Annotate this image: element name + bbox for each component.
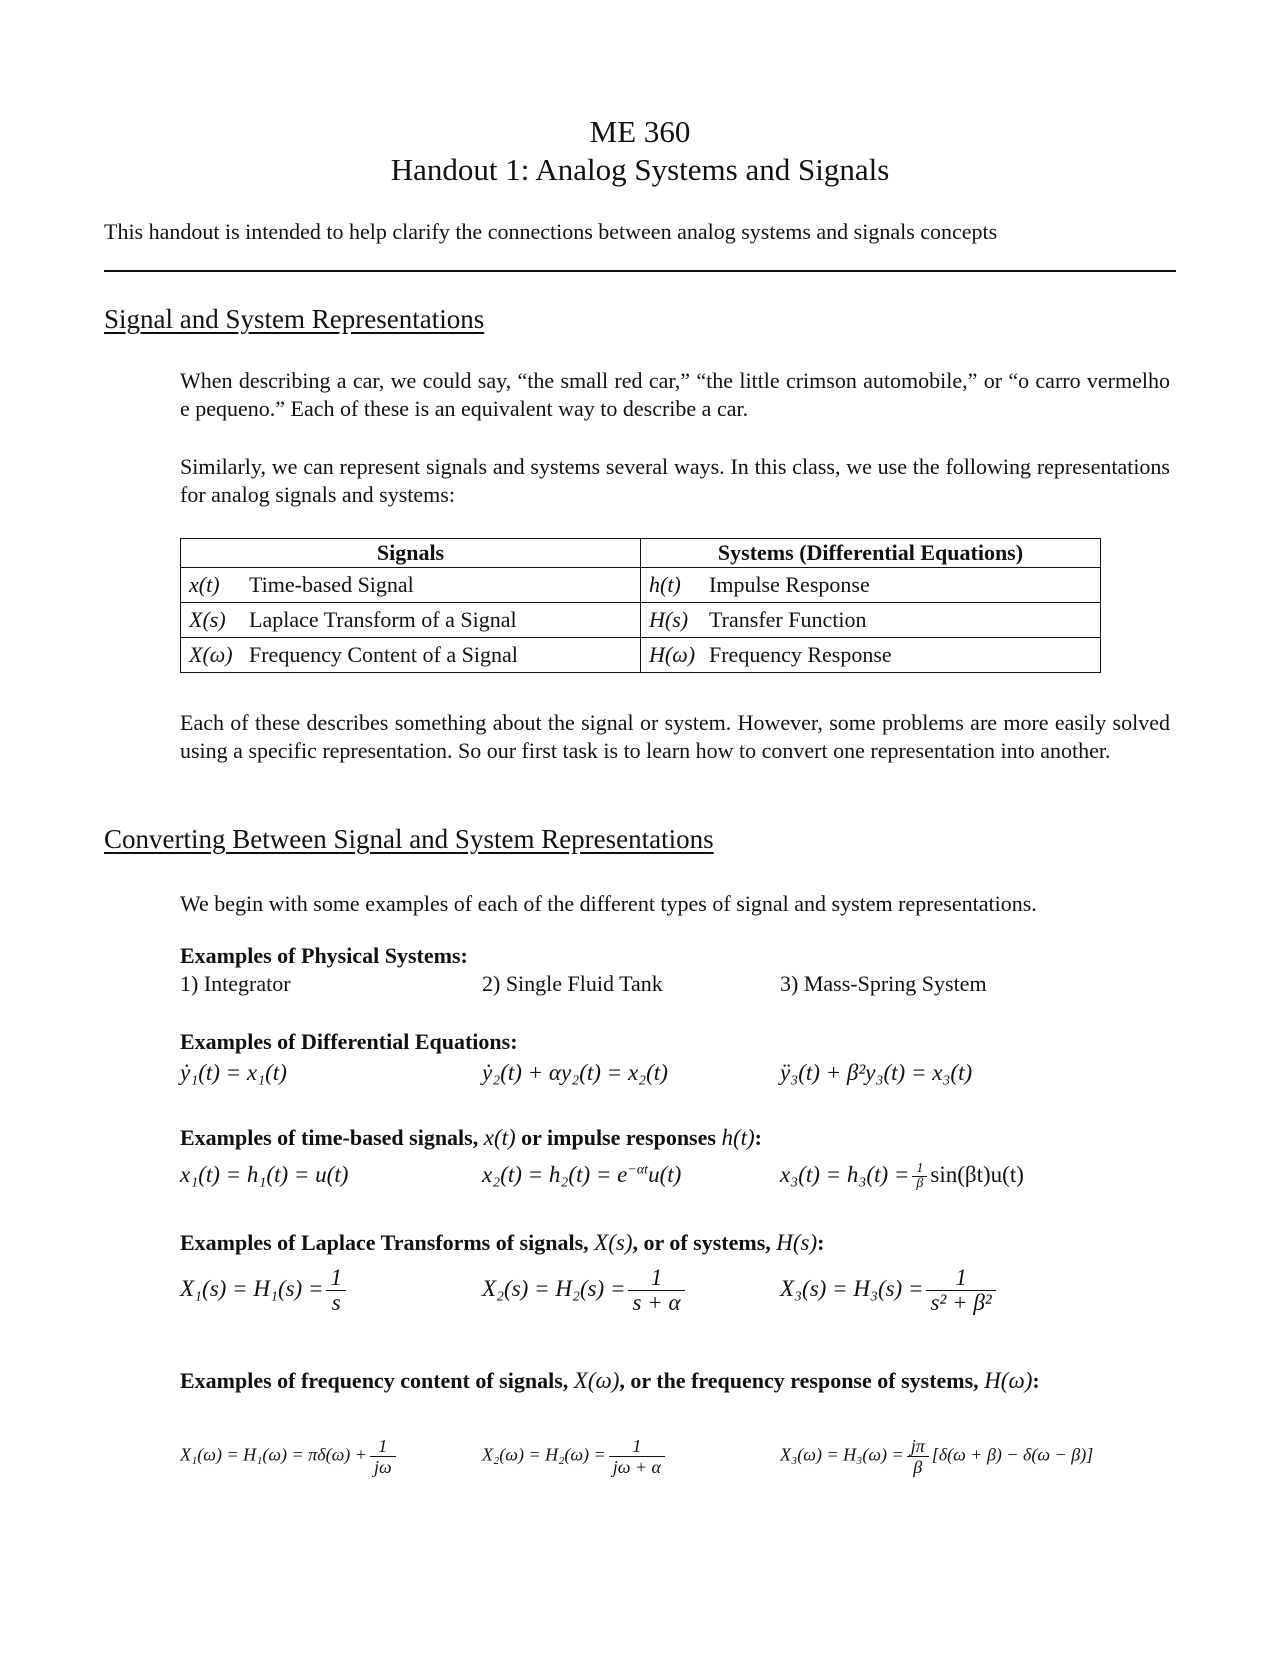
denominator: s	[326, 1290, 346, 1315]
expr-tail: [δ(ω + β) − δ(ω − β)]	[931, 1444, 1094, 1465]
symbol: H(ω)	[984, 1368, 1033, 1393]
diffeq-item: ÿ₃(t) + β²y₃(t) = x₃(t)	[780, 1060, 973, 1085]
table-cell	[181, 568, 641, 603]
timebased-item	[482, 1162, 681, 1188]
symbol: h(t)	[721, 1125, 755, 1150]
physical-systems-label: Examples of Physical Systems:	[180, 943, 468, 968]
numerator: 1	[955, 1265, 967, 1290]
denominator: β	[912, 1176, 927, 1191]
column-header-signals: Signals	[181, 539, 641, 568]
intro-text: This handout is intended to help clarify the connections between analog systems and signals concepts	[104, 219, 998, 244]
numerator: 1	[330, 1265, 342, 1290]
laplace-item	[780, 1266, 999, 1315]
diffeq-row	[180, 1060, 1180, 1100]
table-cell	[641, 603, 1101, 638]
label-text: or impulse responses	[521, 1125, 716, 1150]
symbol: H(s)	[649, 607, 689, 632]
representations-table	[180, 538, 1101, 673]
diffeq-item: ẏ₂(t) + αy₂(t) = x₂(t)	[482, 1060, 668, 1085]
symbol: x(t)	[189, 572, 220, 597]
fraction	[370, 1436, 396, 1477]
laplace-item	[482, 1266, 688, 1315]
denominator: s + α	[628, 1290, 684, 1315]
table-cell	[641, 638, 1101, 673]
colon: :	[1032, 1368, 1040, 1393]
denominator: s² + β²	[926, 1290, 995, 1315]
diffeq-label: Examples of Differential Equations:	[180, 1029, 518, 1054]
physical-system-item: 1) Integrator	[180, 971, 291, 996]
paragraph-conversion-motivation: Each of these describes something about the signal or system. However, some problems are more easily solved using a specific representation. So our first task is to learn how to convert one representation into another.	[180, 710, 1170, 763]
paragraph-car-analogy: When describing a car, we could say, “the small red car,” “the little crimson automobile,” or “o carro vermelho e pequeno.” Each of these is an equivalent way to describe a car.	[180, 368, 1170, 421]
timebased-label	[180, 1125, 762, 1151]
frequency-row	[180, 1436, 1180, 1496]
timebased-item: x₁(t) = h₁(t) = u(t)	[180, 1162, 349, 1187]
denominator: β	[907, 1456, 929, 1477]
label-text: Examples of frequency content of signals,	[180, 1368, 569, 1393]
label-text: , or the frequency response of systems,	[619, 1368, 979, 1393]
fraction	[628, 1266, 684, 1315]
symbol: X(ω)	[573, 1368, 620, 1393]
symbol: X(s)	[594, 1230, 633, 1255]
course-title: ME 360	[589, 114, 691, 149]
fraction	[326, 1266, 346, 1315]
table-row	[181, 568, 1101, 603]
expr: X₂(s) = H₂(s) =	[482, 1275, 626, 1301]
description: Impulse Response	[709, 572, 870, 597]
expr-tail: u(t)	[648, 1162, 682, 1187]
numerator: 1	[650, 1265, 663, 1290]
numerator: 1	[378, 1436, 388, 1456]
expr: x₂(t) = h₂(t) = e	[482, 1162, 628, 1187]
section-heading-representations: Signal and System Representations	[104, 304, 485, 334]
denominator: jω	[370, 1456, 396, 1477]
column-header-systems: Systems (Differential Equations)	[641, 539, 1101, 568]
laplace-label	[180, 1230, 825, 1256]
symbol: x(t)	[483, 1125, 516, 1150]
description: Frequency Response	[709, 642, 892, 667]
frequency-item	[482, 1436, 668, 1477]
table-row	[181, 638, 1101, 673]
colon: :	[754, 1125, 762, 1150]
expr: X₃(ω) = H₃(ω) =	[780, 1444, 904, 1465]
symbol: X(ω)	[189, 642, 233, 667]
table-cell	[181, 638, 641, 673]
physical-system-item: 3) Mass-Spring System	[780, 971, 987, 996]
table-cell	[641, 568, 1101, 603]
frequency-item	[780, 1436, 1093, 1477]
fraction	[926, 1266, 995, 1315]
expr-tail: sin(βt)u(t)	[930, 1162, 1024, 1187]
diffeq-item: ẏ₁(t) = x₁(t)	[180, 1060, 287, 1085]
paragraph-examples-intro: We begin with some examples of each of the different types of signal and system representations.	[180, 891, 1037, 916]
fraction	[609, 1436, 665, 1477]
expr: X₂(ω) = H₂(ω) =	[482, 1444, 606, 1465]
table-header-row	[181, 539, 1101, 568]
label-text: Examples of time-based signals,	[180, 1125, 479, 1150]
expr: X₁(ω) = H₁(ω) = πδ(ω) +	[180, 1444, 367, 1465]
frequency-label	[180, 1364, 1170, 1398]
description: Laplace Transform of a Signal	[249, 607, 517, 632]
fraction	[907, 1436, 929, 1477]
numerator: 1	[916, 1161, 924, 1177]
label-text: Examples of Laplace Transforms of signals,	[180, 1230, 589, 1255]
laplace-row	[180, 1266, 1180, 1326]
description: Transfer Function	[709, 607, 867, 632]
symbol: X(s)	[189, 607, 226, 632]
expr: x₃(t) = h₃(t) =	[780, 1162, 910, 1187]
description: Frequency Content of a Signal	[249, 642, 518, 667]
fraction	[912, 1162, 927, 1191]
expr: X₃(s) = H₃(s) =	[780, 1275, 924, 1301]
laplace-item	[180, 1266, 349, 1315]
symbol: H(s)	[776, 1230, 818, 1255]
symbol: h(t)	[649, 572, 681, 597]
numerator: 1	[632, 1436, 642, 1456]
timebased-row	[180, 1162, 1180, 1202]
physical-systems-row	[180, 971, 1180, 1011]
table-cell	[181, 603, 641, 638]
table-row	[181, 603, 1101, 638]
horizontal-rule	[104, 270, 1176, 272]
exponent: −αt	[627, 1162, 649, 1178]
label-text: , or of systems,	[632, 1230, 771, 1255]
symbol: H(ω)	[649, 642, 696, 667]
section-heading-converting: Converting Between Signal and System Representations	[104, 824, 714, 854]
expr: X₁(s) = H₁(s) =	[180, 1275, 324, 1301]
denominator: jω + α	[609, 1456, 665, 1477]
numerator: jπ	[910, 1436, 925, 1456]
frequency-item	[180, 1436, 399, 1477]
colon: :	[817, 1230, 825, 1255]
timebased-item	[780, 1162, 1024, 1191]
physical-system-item: 2) Single Fluid Tank	[482, 971, 663, 996]
paragraph-representations: Similarly, we can represent signals and systems several ways. In this class, we use the following representations for analog signals and systems:	[180, 454, 1170, 507]
description: Time-based Signal	[249, 572, 414, 597]
handout-title: Handout 1: Analog Systems and Signals	[390, 152, 890, 187]
